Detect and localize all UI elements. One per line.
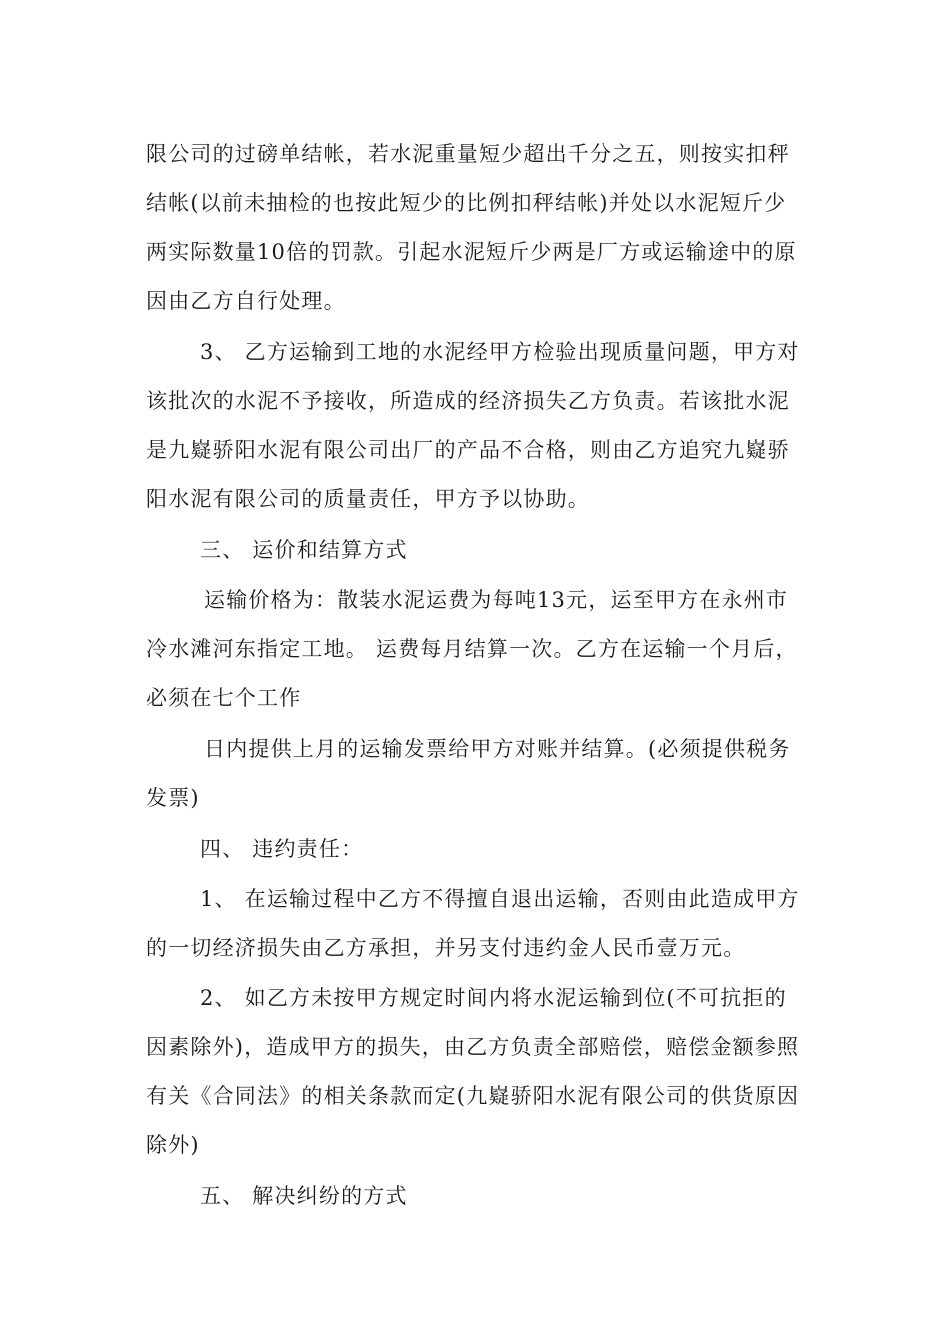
section-heading: 四、 违约责任： — [200, 837, 364, 861]
text-line: 因由乙方自行处理。 — [146, 289, 346, 313]
text-line: 必须在七个工作 — [146, 686, 302, 710]
text-line: 限公司的过磅单结帐，若水泥重量短少超出千分之五，则按实扣秤 — [146, 142, 790, 166]
text-line: 结帐(以前未抽检的也按此短少的比例扣秤结帐)并处以水泥短斤少 — [146, 191, 787, 215]
text-line: 3、 乙方运输到工地的水泥经甲方检验出现质量问题，甲方对 — [200, 340, 800, 364]
text-line: 日内提供上月的运输发票给甲方对账并结算。(必须提供税务 — [204, 737, 791, 761]
text-line: 冷水滩河东指定工地。 运费每月结算一次。乙方在运输一个月后， — [146, 637, 798, 661]
text-line: 阳水泥有限公司的质量责任，甲方予以协助。 — [146, 487, 590, 511]
text-line: 因素除外)，造成甲方的损失，由乙方负责全部赔偿，赔偿金额参照 — [146, 1035, 800, 1059]
text-line: 运输价格为：散装水泥运费为每吨13元，运至甲方在永州市 — [204, 588, 789, 612]
text-line: 有关《合同法》的相关条款而定(九嶷骄阳水泥有限公司的供货原因 — [146, 1084, 800, 1108]
text-line: 两实际数量10倍的罚款。引起水泥短斤少两是厂方或运输途中的原 — [146, 240, 797, 264]
text-line: 的一切经济损失由乙方承担，并另支付违约金人民币壹万元。 — [146, 936, 746, 960]
text-line: 1、 在运输过程中乙方不得擅自退出运输，否则由此造成甲方 — [200, 887, 800, 911]
text-line: 除外) — [146, 1133, 200, 1157]
text-line: 发票) — [146, 786, 200, 810]
text-line: 该批次的水泥不予接收，所造成的经济损失乙方负责。若该批水泥 — [146, 389, 790, 413]
text-line: 是九嶷骄阳水泥有限公司出厂的产品不合格，则由乙方追究九嶷骄 — [146, 438, 790, 462]
text-line: 2、 如乙方未按甲方规定时间内将水泥运输到位(不可抗拒的 — [200, 986, 787, 1010]
section-heading: 五、 解决纠纷的方式 — [200, 1184, 408, 1208]
section-heading: 三、 运价和结算方式 — [200, 538, 408, 562]
